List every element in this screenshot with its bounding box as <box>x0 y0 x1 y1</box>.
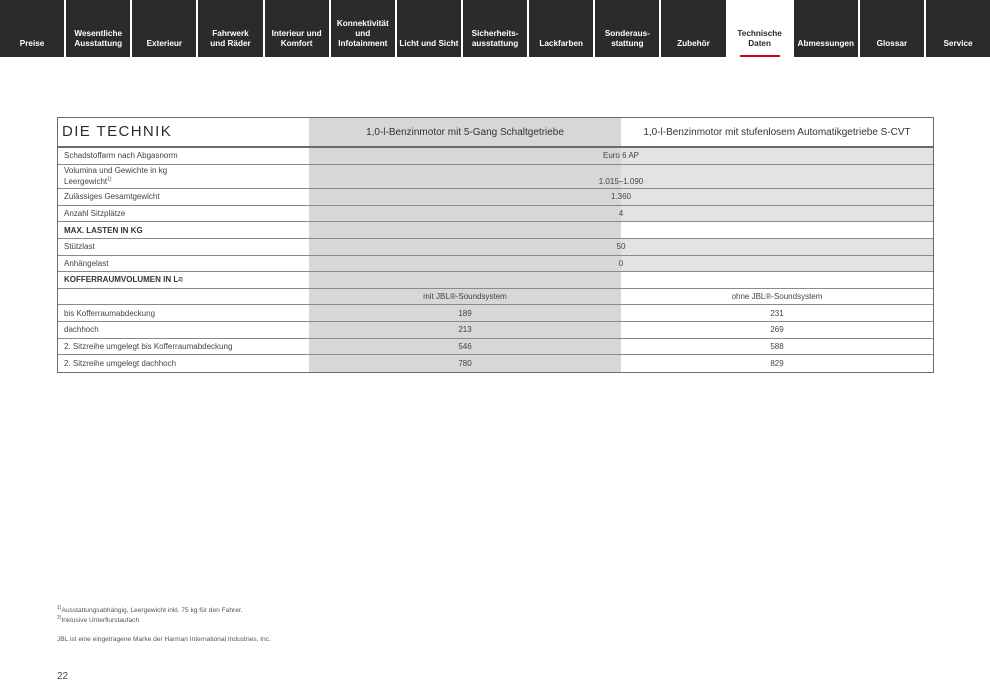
row-value-without-jbl: 588 <box>770 341 784 351</box>
top-navigation <box>0 0 990 57</box>
section-row-max-lasten <box>58 222 933 239</box>
section-row-kofferraum <box>58 272 933 289</box>
table-row <box>58 256 933 273</box>
row-label: bis Kofferraumabdeckung <box>64 308 156 318</box>
tab-wesentliche-ausstattung[interactable]: Wesentliche Ausstattung <box>66 0 130 57</box>
row-value: Euro 6 AP <box>309 148 933 164</box>
section-heading: MAX. LASTEN IN KG <box>64 225 143 235</box>
row-value: 0 <box>309 256 933 272</box>
row-label: dachhoch <box>64 325 99 335</box>
row-value-without-jbl: 231 <box>770 308 784 318</box>
row-value-with-jbl: 213 <box>309 322 621 338</box>
table-title: DIE TECHNIK <box>62 123 173 140</box>
row-value-without-jbl: 269 <box>770 325 784 335</box>
table-row <box>58 322 933 339</box>
row-value-with-jbl: 780 <box>309 355 621 372</box>
row-label-sub: Leergewicht$^{1)}$ <box>64 176 112 187</box>
page-number: 22 <box>57 671 69 682</box>
row-label: Schadstoffarm nach Abgasnorm <box>64 151 178 161</box>
row-label: Anzahl Sitzplätze <box>64 209 126 219</box>
tab-abmessungen[interactable]: Abmessungen <box>794 0 858 57</box>
column-header-cvt: 1,0-l-Benzinmotor mit stufenlosem Automatikgetriebe S-CVT <box>643 126 911 138</box>
row-value: 4 <box>309 206 933 222</box>
row-label: 2. Sitzreihe umgelegt bis Kofferraumabdeckung <box>64 341 233 351</box>
column-header-manual: 1,0-l-Benzinmotor mit 5-Gang Schaltgetriebe <box>309 118 621 146</box>
footnote-1: $^{1)}$Ausstattungsabhängig, Leergewicht inkl. 75 kg für den Fahrer. <box>57 604 243 614</box>
row-label: Zulässiges Gesamtgewicht <box>64 192 160 202</box>
table-header <box>58 118 933 148</box>
subheader-with-jbl: mit JBL®-Soundsystem <box>309 289 621 305</box>
row-value: 1.015–1.090 <box>309 165 933 189</box>
section-spacer <box>309 222 933 238</box>
tab-zubehoer[interactable]: Zubehör <box>661 0 725 57</box>
table-row <box>58 355 933 372</box>
tab-konnektivitaet-und-infotainment[interactable]: Konnektivität und Infotainment <box>331 0 395 57</box>
row-label-main: Volumina und Gewichte in kg <box>64 166 168 176</box>
tab-glossar[interactable]: Glossar <box>860 0 924 57</box>
row-label: Stützlast <box>64 242 95 252</box>
table-row <box>58 148 933 165</box>
sound-system-subheader <box>58 289 933 306</box>
row-label-empty <box>58 289 309 305</box>
tab-sicherheitsausstattung[interactable]: Sicherheits- ausstattung <box>463 0 527 57</box>
row-label: 2. Sitzreihe umgelegt dachhoch <box>64 358 177 368</box>
tab-licht-und-sicht[interactable]: Licht und Sicht <box>397 0 461 57</box>
table-row <box>58 239 933 256</box>
row-value-with-jbl: 189 <box>309 305 621 321</box>
technical-data-table <box>57 117 934 373</box>
table-row <box>58 206 933 223</box>
row-label: Anhängelast <box>64 258 109 268</box>
row-value-without-jbl: 829 <box>770 358 784 368</box>
row-value: 1.360 <box>309 189 933 205</box>
tab-lackfarben[interactable]: Lackfarben <box>529 0 593 57</box>
section-heading: KOFFERRAUMVOLUMEN IN L 2) <box>64 275 183 285</box>
tab-sonderausstattung[interactable]: Sonderaus- stattung <box>595 0 659 57</box>
tab-preise[interactable]: Preise <box>0 0 64 57</box>
jbl-trademark-note: JBL ist eine eingetragene Marke der Harman International Industries, Inc. <box>57 636 271 643</box>
footnote-2: $^{2)}$Inklusive Unterflurstaufach <box>57 614 140 624</box>
table-row <box>58 189 933 206</box>
table-row <box>58 165 933 190</box>
row-value: 50 <box>309 239 933 255</box>
tab-technische-daten[interactable]: Technische Daten <box>728 0 792 57</box>
table-row <box>58 305 933 322</box>
footnotes <box>57 606 271 645</box>
subheader-without-jbl: ohne JBL®-Soundsystem <box>731 292 823 302</box>
tab-interieur-und-komfort[interactable]: Interieur und Komfort <box>265 0 329 57</box>
row-value-with-jbl: 546 <box>309 339 621 355</box>
row-label <box>58 165 309 189</box>
tab-service[interactable]: Service <box>926 0 990 57</box>
section-spacer <box>309 272 933 288</box>
tab-exterieur[interactable]: Exterieur <box>132 0 196 57</box>
table-row <box>58 339 933 356</box>
footnote-marker: 1) <box>107 176 112 183</box>
tab-fahrwerk-und-raeder[interactable]: Fahrwerk und Räder <box>198 0 262 57</box>
